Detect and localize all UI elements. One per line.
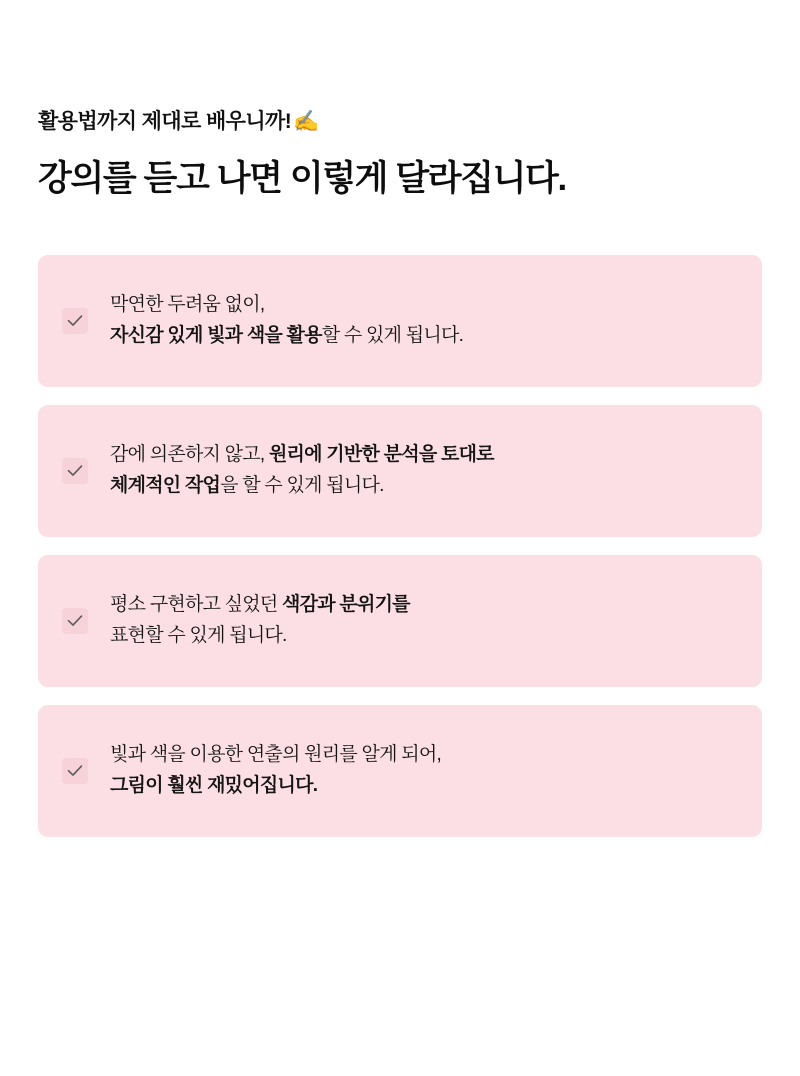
- benefit-text-segment: 막연한 두려움 없이,: [110, 294, 265, 316]
- benefit-card: [38, 255, 762, 387]
- benefit-text-line: [110, 440, 494, 471]
- eyebrow-label: 활용법까지 제대로 배우니까!: [38, 110, 292, 133]
- benefit-text: [110, 740, 441, 802]
- benefit-text-emphasis: 자신감 있게 빛과 색을 활용: [110, 325, 322, 347]
- benefit-text-emphasis: 색감과 분위기를: [282, 594, 410, 616]
- writing-hand-icon: ✍️: [293, 110, 319, 133]
- benefit-text-line: [110, 590, 410, 621]
- benefit-card: [38, 555, 762, 687]
- benefit-text-line: [110, 290, 463, 321]
- benefit-text: [110, 290, 463, 352]
- benefit-text-line: [110, 471, 494, 502]
- benefit-text-line: [110, 321, 463, 352]
- check-icon: [62, 308, 88, 334]
- eyebrow-text: [38, 108, 762, 135]
- benefit-text-emphasis: 그림이 훨씬 재밌어집니다.: [110, 775, 318, 797]
- benefit-text-segment: 을 할 수 있게 됩니다.: [220, 475, 384, 497]
- benefit-text-segment: 감에 의존하지 않고,: [110, 444, 269, 466]
- promo-page: [0, 108, 800, 1076]
- benefit-card-list: [38, 255, 762, 837]
- check-icon: [62, 758, 88, 784]
- page-title: 강의를 듣고 나면 이렇게 달라집니다.: [38, 159, 566, 199]
- check-icon: [62, 608, 88, 634]
- benefit-text-line: [110, 621, 410, 652]
- benefit-text-segment: 평소 구현하고 싶었던: [110, 594, 283, 616]
- benefit-text-segment: 빛과 색을 이용한 연출의 원리를 알게 되어,: [110, 744, 441, 766]
- benefit-card: [38, 705, 762, 837]
- benefit-text-segment: 표현할 수 있게 됩니다.: [110, 625, 287, 647]
- benefit-text-line: [110, 771, 441, 802]
- benefit-text: [110, 590, 410, 652]
- benefit-card: [38, 405, 762, 537]
- check-icon: [62, 458, 88, 484]
- benefit-text-segment: 할 수 있게 됩니다.: [321, 325, 464, 347]
- benefit-text-emphasis: 체계적인 작업: [110, 475, 221, 497]
- benefit-text-emphasis: 원리에 기반한 분석을 토대로: [268, 444, 494, 466]
- benefit-text-line: [110, 740, 441, 771]
- benefit-text: [110, 440, 494, 502]
